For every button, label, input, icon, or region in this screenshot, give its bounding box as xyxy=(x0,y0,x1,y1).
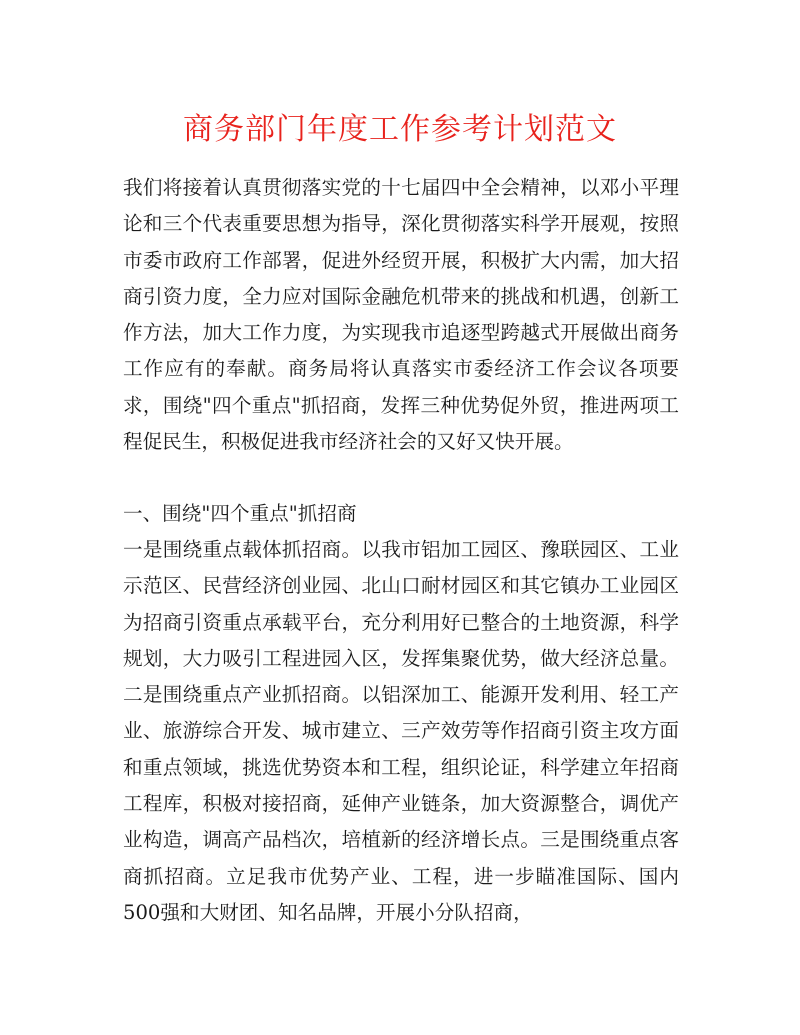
intro-paragraph: 我们将接着认真贯彻落实党的十七届四中全会精神，以邓小平理论和三个代表重要思想为指导，深化贯彻落实科学开展观，按照市委市政府工作部署，促进外经贸开展，积极扩大内需，加大招商引资力度，全力应对国际金融危机带来的挑战和机遇，创新工作方法，加大工作力度，为实现我市追逐型跨越式开展做出商务工作应有的奉献。商务局将认真落实市委经济工作会议各项要求，围绕"四个重点"抓招商，发挥三种优势促外贸，推进两项工程促民生，积极促进我市经济社会的又好又快开展。 xyxy=(123,176,679,454)
document-title: 商务部门年度工作参考计划范文 xyxy=(183,112,617,147)
section-1-paragraph: 一是围绕重点载体抓招商。以我市铝加工园区、豫联园区、工业示范区、民营经济创业园、北山口耐材园区和其它镇办工业园区为招商引资重点承载平台，充分利用好已整合的土地资源，科学规划，大力吸引工程进园入区，发挥集聚优势，做大经济总量。二是围绕重点产业抓招商。以铝深加工、能源开发利用、轻工产业、旅游综合开发、城市建立、三产效劳等作招商引资主攻方面和重点领域，挑选优势资本和工程，组织论证，科学建立年招商工程库，积极对接招商，延伸产业链条，加大资源整合，调优产业构造，调高产品档次，培植新的经济增长点。三是围绕重点客商抓招商。立足我市优势产业、工程，进一步瞄准国际、国内500强和大财团、知名品牌，开展小分队招商， xyxy=(123,538,679,924)
section-heading-1: 一、围绕"四个重点"抓招商 xyxy=(123,502,357,525)
